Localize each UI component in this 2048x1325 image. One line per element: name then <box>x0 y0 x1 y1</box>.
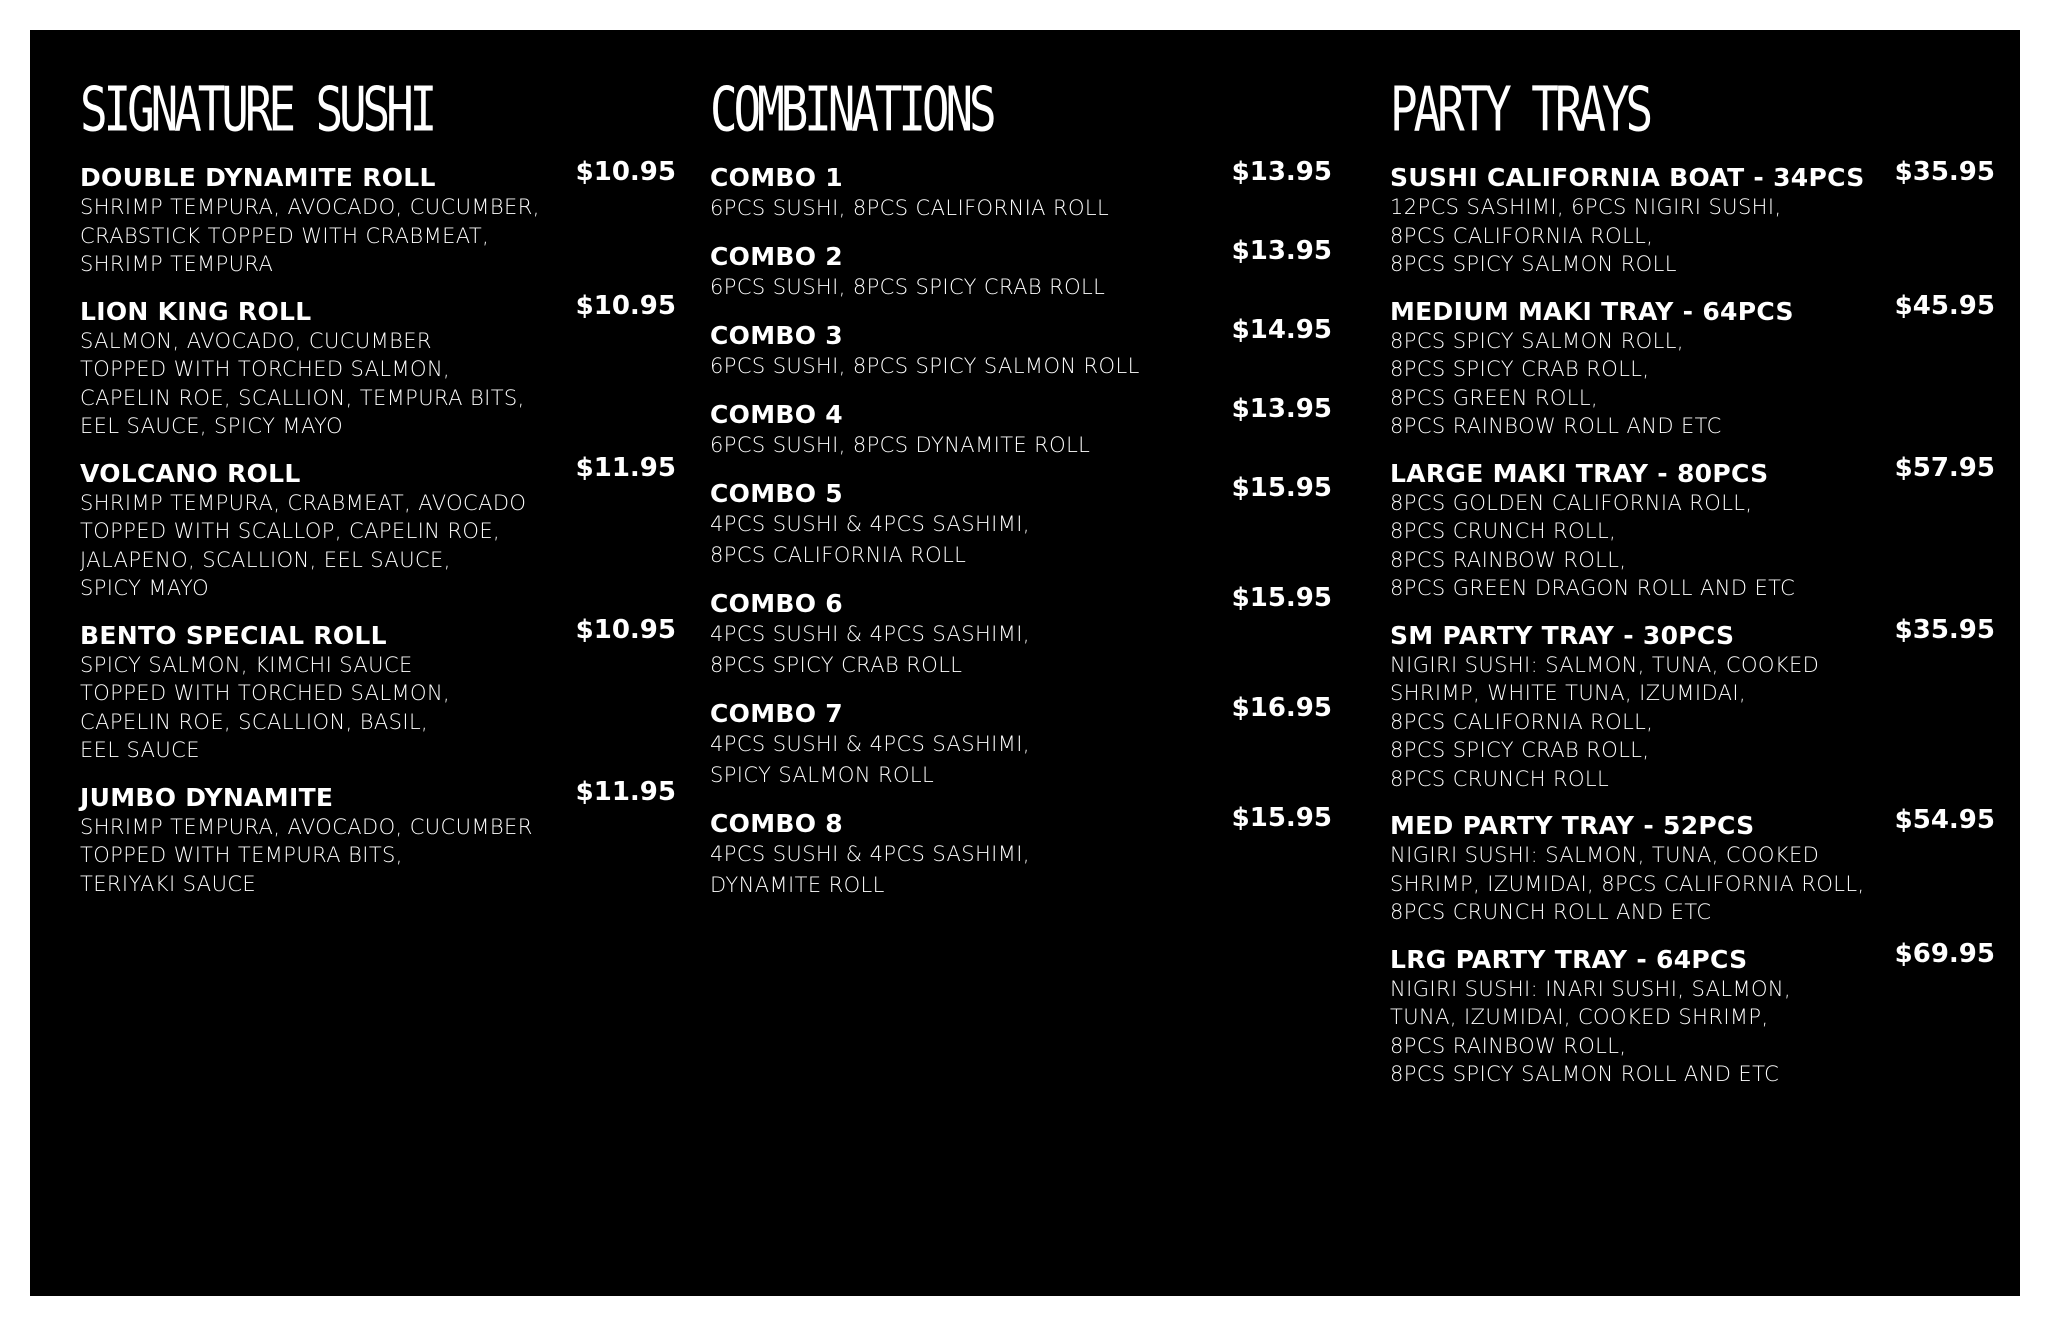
item-description: NIGIRI SUSHI: SALMON, TUNA, COOKED SHRIMP, IZUMIDAI, 8PCS CALIFORNIA ROLL, 8PCS CRUNCH ROLL AND ETC <box>1390 843 1865 924</box>
item-price: $35.95 <box>1894 614 1995 645</box>
menu-item <box>1390 452 1995 603</box>
item-price: $10.95 <box>575 157 676 187</box>
item-price: $16.95 <box>1231 693 1332 723</box>
menu-item <box>710 394 1332 461</box>
item-price: $15.95 <box>1231 583 1332 613</box>
item-name: SM PARTY TRAY - 30PCS <box>1390 620 1735 650</box>
item-description: SHRIMP TEMPURA, CRABMEAT, AVOCADO TOPPED WITH SCALLOP, CAPELIN ROE, JALAPENO, SCALLION, EEL SAUCE, SPICY MAYO <box>80 490 527 600</box>
item-description: 4PCS SUSHI & 4PCS SASHIMI, 8PCS SPICY CRAB ROLL <box>710 622 1030 677</box>
item-name: COMBO 7 <box>710 699 843 728</box>
item-price: $10.95 <box>575 614 676 645</box>
menu-item <box>1390 614 1995 794</box>
menu-item <box>80 776 676 899</box>
section-party-trays <box>1390 74 1995 1106</box>
item-price: $10.95 <box>575 290 676 321</box>
item-price: $35.95 <box>1894 157 1995 187</box>
item-description: 4PCS SUSHI & 4PCS SASHIMI, SPICY SALMON ROLL <box>710 732 1030 787</box>
menu-item <box>710 693 1332 791</box>
menu-item <box>1390 290 1995 441</box>
item-description: SHRIMP TEMPURA, AVOCADO, CUCUMBER TOPPED WITH TEMPURA BITS, TERIYAKI SAUCE <box>80 814 533 896</box>
menu-item <box>710 157 1332 224</box>
menu-item <box>1390 805 1995 927</box>
item-price: $15.95 <box>1231 803 1332 833</box>
item-price: $14.95 <box>1231 315 1332 345</box>
menu-item <box>80 290 676 441</box>
item-price: $15.95 <box>1231 473 1332 503</box>
item-name: COMBO 6 <box>710 589 843 618</box>
item-description: SALMON, AVOCADO, CUCUMBER TOPPED WITH TORCHED SALMON, CAPELIN ROE, SCALLION, TEMPURA BITS, EEL SAUCE, SPICY MAYO <box>80 328 525 438</box>
item-name: MED PARTY TRAY - 52PCS <box>1390 811 1755 840</box>
section-title: COMBINATIONS <box>710 74 993 146</box>
item-name: BENTO SPECIAL ROLL <box>80 620 387 650</box>
item-description: 8PCS GOLDEN CALIFORNIA ROLL, 8PCS CRUNCH ROLL, 8PCS RAINBOW ROLL, 8PCS GREEN DRAGON ROLL AND ETC <box>1390 490 1796 600</box>
item-price: $45.95 <box>1894 290 1995 321</box>
item-description: 6PCS SUSHI, 8PCS DYNAMITE ROLL <box>710 433 1091 457</box>
section-signature-sushi <box>80 74 676 915</box>
menu-item <box>710 583 1332 681</box>
item-description: NIGIRI SUSHI: SALMON, TUNA, COOKED SHRIMP, WHITE TUNA, IZUMIDAI, 8PCS CALIFORNIA ROLL, 8PCS SPICY CRAB ROLL, 8PCS CRUNCH ROLL <box>1390 652 1820 791</box>
item-price: $13.95 <box>1231 157 1332 187</box>
item-name: COMBO 4 <box>710 400 843 429</box>
item-name: JUMBO DYNAMITE <box>80 782 334 812</box>
item-name: COMBO 5 <box>710 479 843 508</box>
item-description: SHRIMP TEMPURA, AVOCADO, CUCUMBER, CRABSTICK TOPPED WITH CRABMEAT, SHRIMP TEMPURA <box>80 195 540 276</box>
section-title: SIGNATURE SUSHI <box>80 74 434 146</box>
menu-item <box>80 614 676 765</box>
item-price: $54.95 <box>1894 805 1995 835</box>
menu-item <box>710 473 1332 571</box>
item-description: 6PCS SUSHI, 8PCS SPICY SALMON ROLL <box>710 354 1140 378</box>
item-name: COMBO 2 <box>710 242 843 271</box>
section-title: PARTY TRAYS <box>1390 74 1650 146</box>
menu-item <box>80 452 676 603</box>
item-price: $11.95 <box>575 452 676 483</box>
item-name: LION KING ROLL <box>80 296 312 326</box>
item-description: 8PCS SPICY SALMON ROLL, 8PCS SPICY CRAB ROLL, 8PCS GREEN ROLL, 8PCS RAINBOW ROLL AND ETC <box>1390 328 1722 438</box>
item-name: SUSHI CALIFORNIA BOAT - 34PCS <box>1390 163 1865 192</box>
menu-item <box>1390 157 1995 279</box>
item-price: $57.95 <box>1894 452 1995 483</box>
item-name: COMBO 1 <box>710 163 843 192</box>
item-price: $11.95 <box>575 776 676 807</box>
menu-board <box>30 30 2020 1296</box>
item-description: NIGIRI SUSHI: INARI SUSHI, SALMON, TUNA, IZUMIDAI, COOKED SHRIMP, 8PCS RAINBOW ROLL, 8PCS SPICY SALMON ROLL AND ETC <box>1390 976 1792 1086</box>
item-name: DOUBLE DYNAMITE ROLL <box>80 163 436 192</box>
section-combinations <box>710 74 1332 918</box>
item-price: $13.95 <box>1231 236 1332 266</box>
item-name: COMBO 8 <box>710 809 843 838</box>
menu-item <box>710 315 1332 382</box>
item-description: 6PCS SUSHI, 8PCS SPICY CRAB ROLL <box>710 275 1106 299</box>
item-description: 12PCS SASHIMI, 6PCS NIGIRI SUSHI, 8PCS CALIFORNIA ROLL, 8PCS SPICY SALMON ROLL <box>1390 195 1782 276</box>
menu-item <box>710 803 1332 901</box>
item-description: SPICY SALMON, KIMCHI SAUCE TOPPED WITH TORCHED SALMON, CAPELIN ROE, SCALLION, BASIL, EEL SAUCE <box>80 652 451 762</box>
menu-item <box>1390 938 1995 1089</box>
item-name: VOLCANO ROLL <box>80 458 301 488</box>
item-name: MEDIUM MAKI TRAY - 64PCS <box>1390 296 1794 326</box>
item-description: 4PCS SUSHI & 4PCS SASHIMI, 8PCS CALIFORNIA ROLL <box>710 512 1030 567</box>
item-description: 4PCS SUSHI & 4PCS SASHIMI, DYNAMITE ROLL <box>710 842 1030 897</box>
item-name: LARGE MAKI TRAY - 80PCS <box>1390 458 1769 488</box>
menu-item <box>710 236 1332 303</box>
item-price: $13.95 <box>1231 394 1332 424</box>
menu-item <box>80 157 676 279</box>
item-description: 6PCS SUSHI, 8PCS CALIFORNIA ROLL <box>710 196 1110 220</box>
item-price: $69.95 <box>1894 938 1995 969</box>
item-name: LRG PARTY TRAY - 64PCS <box>1390 944 1748 974</box>
item-name: COMBO 3 <box>710 321 843 350</box>
